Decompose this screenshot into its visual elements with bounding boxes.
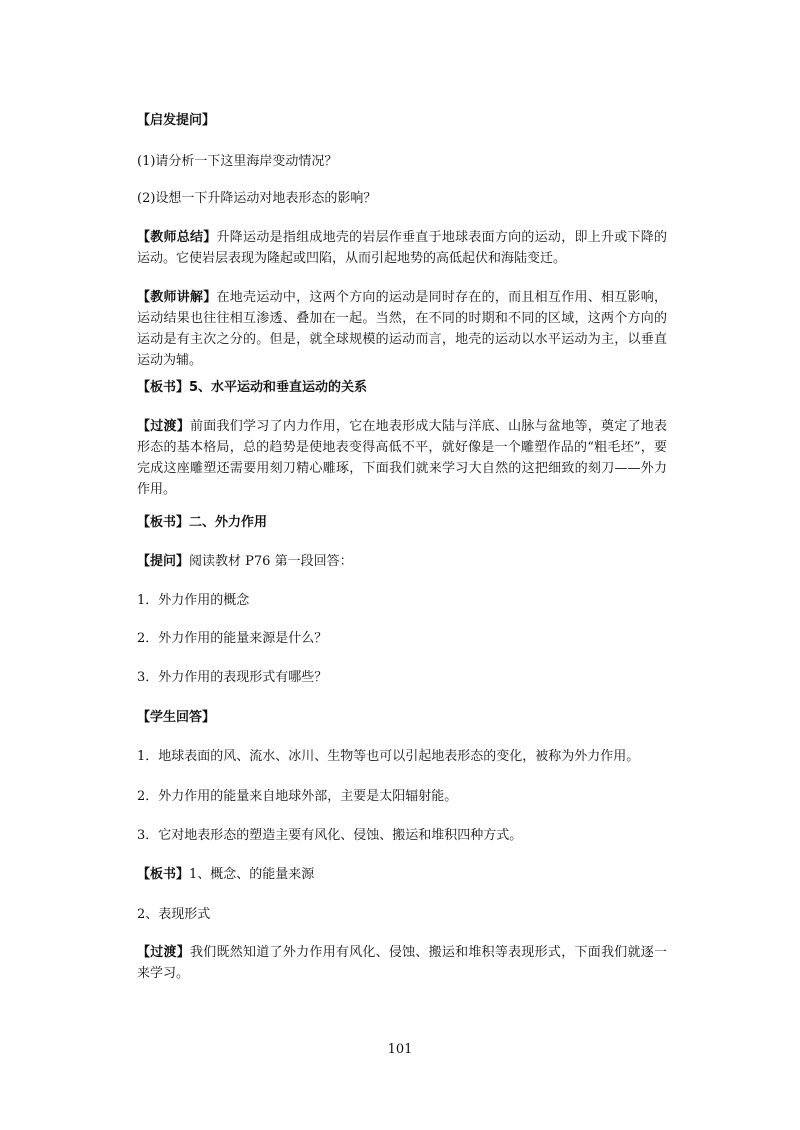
para-tag: 【启发提问】 — [137, 113, 216, 128]
para-text: 我们既然知道了外力作用有风化、侵蚀、搬运和堆积等表现形式，下面我们就逐一来学习。 — [137, 945, 667, 981]
para-tag: 【学生回答】 — [137, 710, 216, 725]
para-tag: 【教师总结】 — [137, 230, 217, 245]
para-tag: 【板书】二、外力作用 — [137, 515, 268, 530]
para-text: 在地壳运动中，这两个方向的运动是同时存在的，而且相互作用、相互影响，运动结果也往往相互渗透、叠加在一起。当然，在不同的时期和不同的区域，这两个方向的运动是有主次之分的。但是，就全球规模的运动而言，地壳的运动以水平运动为主，以垂直运动为辅。 — [137, 290, 667, 368]
para-text: 1、概念、的能量来源 — [189, 867, 315, 882]
paragraph-student-answer — [137, 707, 667, 728]
para-tag: 【板书】 — [137, 867, 190, 882]
paragraph-question-2 — [137, 188, 667, 209]
para-tag: 【过渡】 — [137, 945, 191, 960]
para-text: 3．它对地表形态的塑造主要有风化、侵蚀、搬运和堆积四种方式。 — [137, 828, 523, 843]
paragraph-question-1 — [137, 151, 667, 172]
paragraph-qifa-tiwen — [137, 110, 667, 131]
paragraph-list-2 — [137, 628, 667, 649]
paragraph-transition-1 — [137, 416, 667, 500]
para-tag: 【板书】5、水平运动和垂直运动的关系 — [137, 380, 368, 395]
paragraph-board-2 — [137, 512, 667, 533]
para-text: 2．外力作用的能量来自地球外部，主要是太阳辐射能。 — [137, 789, 458, 804]
para-text: 1．地球表面的风、流水、冰川、生物等也可以引起地表形态的变化，被称为外力作用。 — [137, 749, 640, 764]
paragraph-list-3 — [137, 667, 667, 688]
para-text: (1)请分析一下这里海岸变动情况？ — [137, 154, 338, 169]
para-tag: 【教师讲解】 — [137, 290, 217, 305]
paragraph-board-concept — [137, 864, 667, 885]
paragraph-teacher-summary — [137, 227, 667, 269]
paragraph-answer-1 — [137, 746, 667, 767]
paragraph-ask — [137, 551, 667, 572]
paragraph-answer-2 — [137, 786, 667, 807]
para-text: 1．外力作用的概念 — [137, 593, 250, 608]
para-text: 2．外力作用的能量来源是什么？ — [137, 631, 328, 646]
para-text: (2)设想一下升降运动对地表形态的影响？ — [137, 191, 377, 206]
paragraph-board-5 — [137, 377, 667, 398]
para-text: 升降运动是指组成地壳的岩层作垂直于地球表面方向的运动，即上升或下降的运动。它使岩层表现为隆起或凹陷，从而引起地势的高低起伏和海陆变迁。 — [137, 230, 667, 266]
para-text: 2、表现形式 — [137, 907, 211, 922]
paragraph-teacher-explain — [137, 287, 667, 371]
para-tag: 【提问】 — [137, 554, 190, 569]
page-number: 101 — [387, 1042, 413, 1057]
para-text: 3．外力作用的表现形式有哪些？ — [137, 670, 328, 685]
paragraph-list-1 — [137, 590, 667, 611]
paragraph-board-forms — [137, 904, 667, 925]
para-text: 前面我们学习了内力作用，它在地表形成大陆与洋底、山脉与盆地等，奠定了地表形态的基本格局，总的趋势是使地表变得高低不平，就好像是一个雕塑作品的“粗毛坯”，要完成这座雕塑还需要用刻刀精心雕琢，下面我们就来学习大自然的这把细致的刻刀——外力作用。 — [137, 419, 667, 497]
para-tag: 【过渡】 — [137, 419, 191, 434]
paragraph-answer-3 — [137, 825, 667, 846]
para-text: 阅读教材 P76 第一段回答： — [189, 554, 353, 569]
paragraph-transition-2 — [137, 942, 667, 984]
